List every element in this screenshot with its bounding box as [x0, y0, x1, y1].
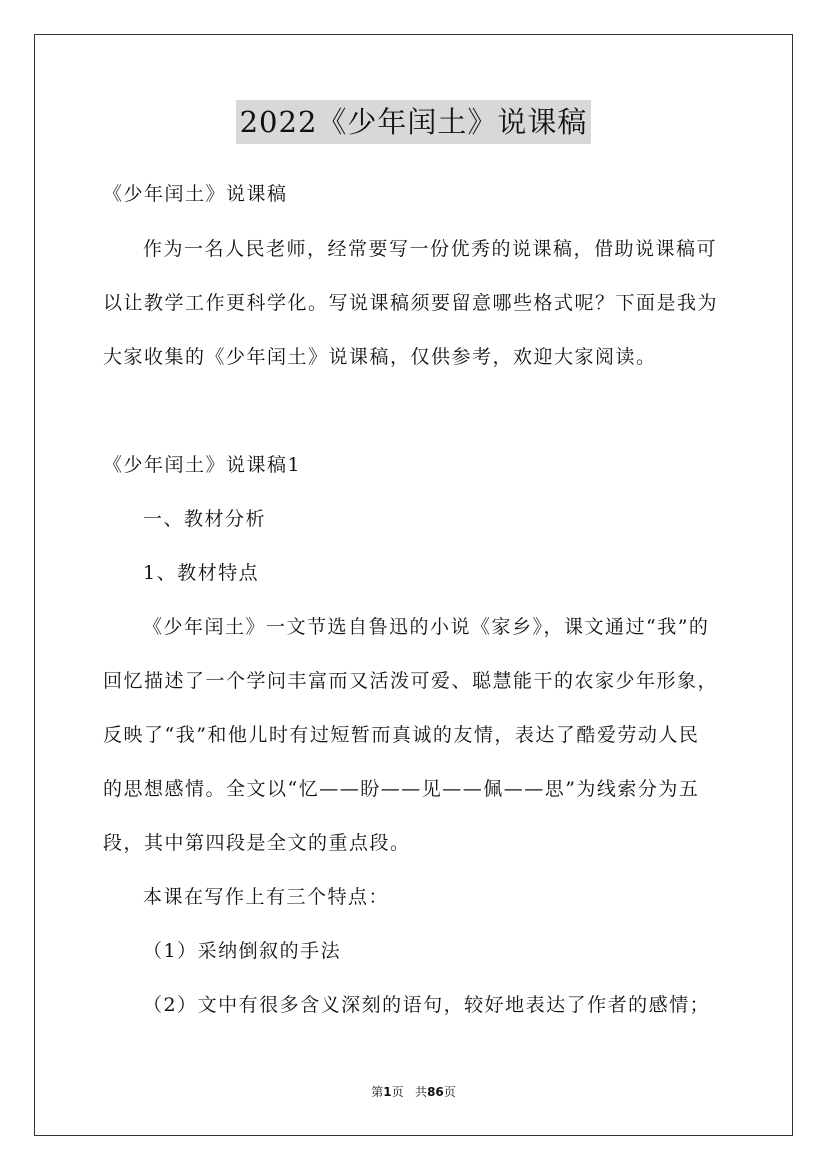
page-prefix: 第: [371, 1085, 384, 1099]
paragraph-line: 反映了“我”和他儿时有过短暂而真诚的友情，表达了酷爱劳动人民: [103, 724, 700, 746]
paragraph-line: 的思想感情。全文以“忆——盼——见——佩——思”为线索分为五: [103, 778, 700, 800]
total-pages: 86: [427, 1085, 444, 1099]
paragraph-line: 大家收集的《少年闰土》说课稿，仅供参考，欢迎大家阅读。: [103, 346, 657, 368]
paragraph-line: 段，其中第四段是全文的重点段。: [103, 832, 411, 854]
paragraph-line: 以让教学工作更科学化。写说课稿须要留意哪些格式呢？下面是我为: [103, 292, 719, 314]
list-item: （2）文中有很多含义深刻的语句，较好地表达了作者的感情；: [143, 994, 711, 1016]
total-prefix: 共: [415, 1085, 428, 1099]
intro-heading: 《少年闰土》说课稿: [103, 183, 288, 205]
section-heading: 《少年闰土》说课稿1: [103, 454, 302, 476]
total-suffix: 页: [443, 1085, 456, 1099]
page-footer: [0, 1083, 827, 1100]
document-title: 2022《少年闰土》说课稿: [236, 100, 592, 144]
document-title-wrapper: [0, 100, 827, 144]
subsection-heading: 1、教材特点: [143, 562, 260, 584]
paragraph-line: 本课在写作上有三个特点：: [143, 886, 390, 908]
page-suffix: 页: [391, 1085, 404, 1099]
paragraph-line: 作为一名人民老师，经常要写一份优秀的说课稿，借助说课稿可: [143, 238, 718, 260]
paragraph-line: 《少年闰土》一文节选自鲁迅的小说《家乡》，课文通过“我”的: [143, 616, 710, 638]
page-number: 1: [383, 1085, 392, 1099]
subsection-heading: 一、教材分析: [143, 508, 267, 530]
paragraph-line: 回忆描述了一个学问丰富而又活泼可爱、聪慧能干的农家少年形象，: [103, 670, 719, 692]
list-item: （1）采纳倒叙的手法: [143, 940, 342, 962]
